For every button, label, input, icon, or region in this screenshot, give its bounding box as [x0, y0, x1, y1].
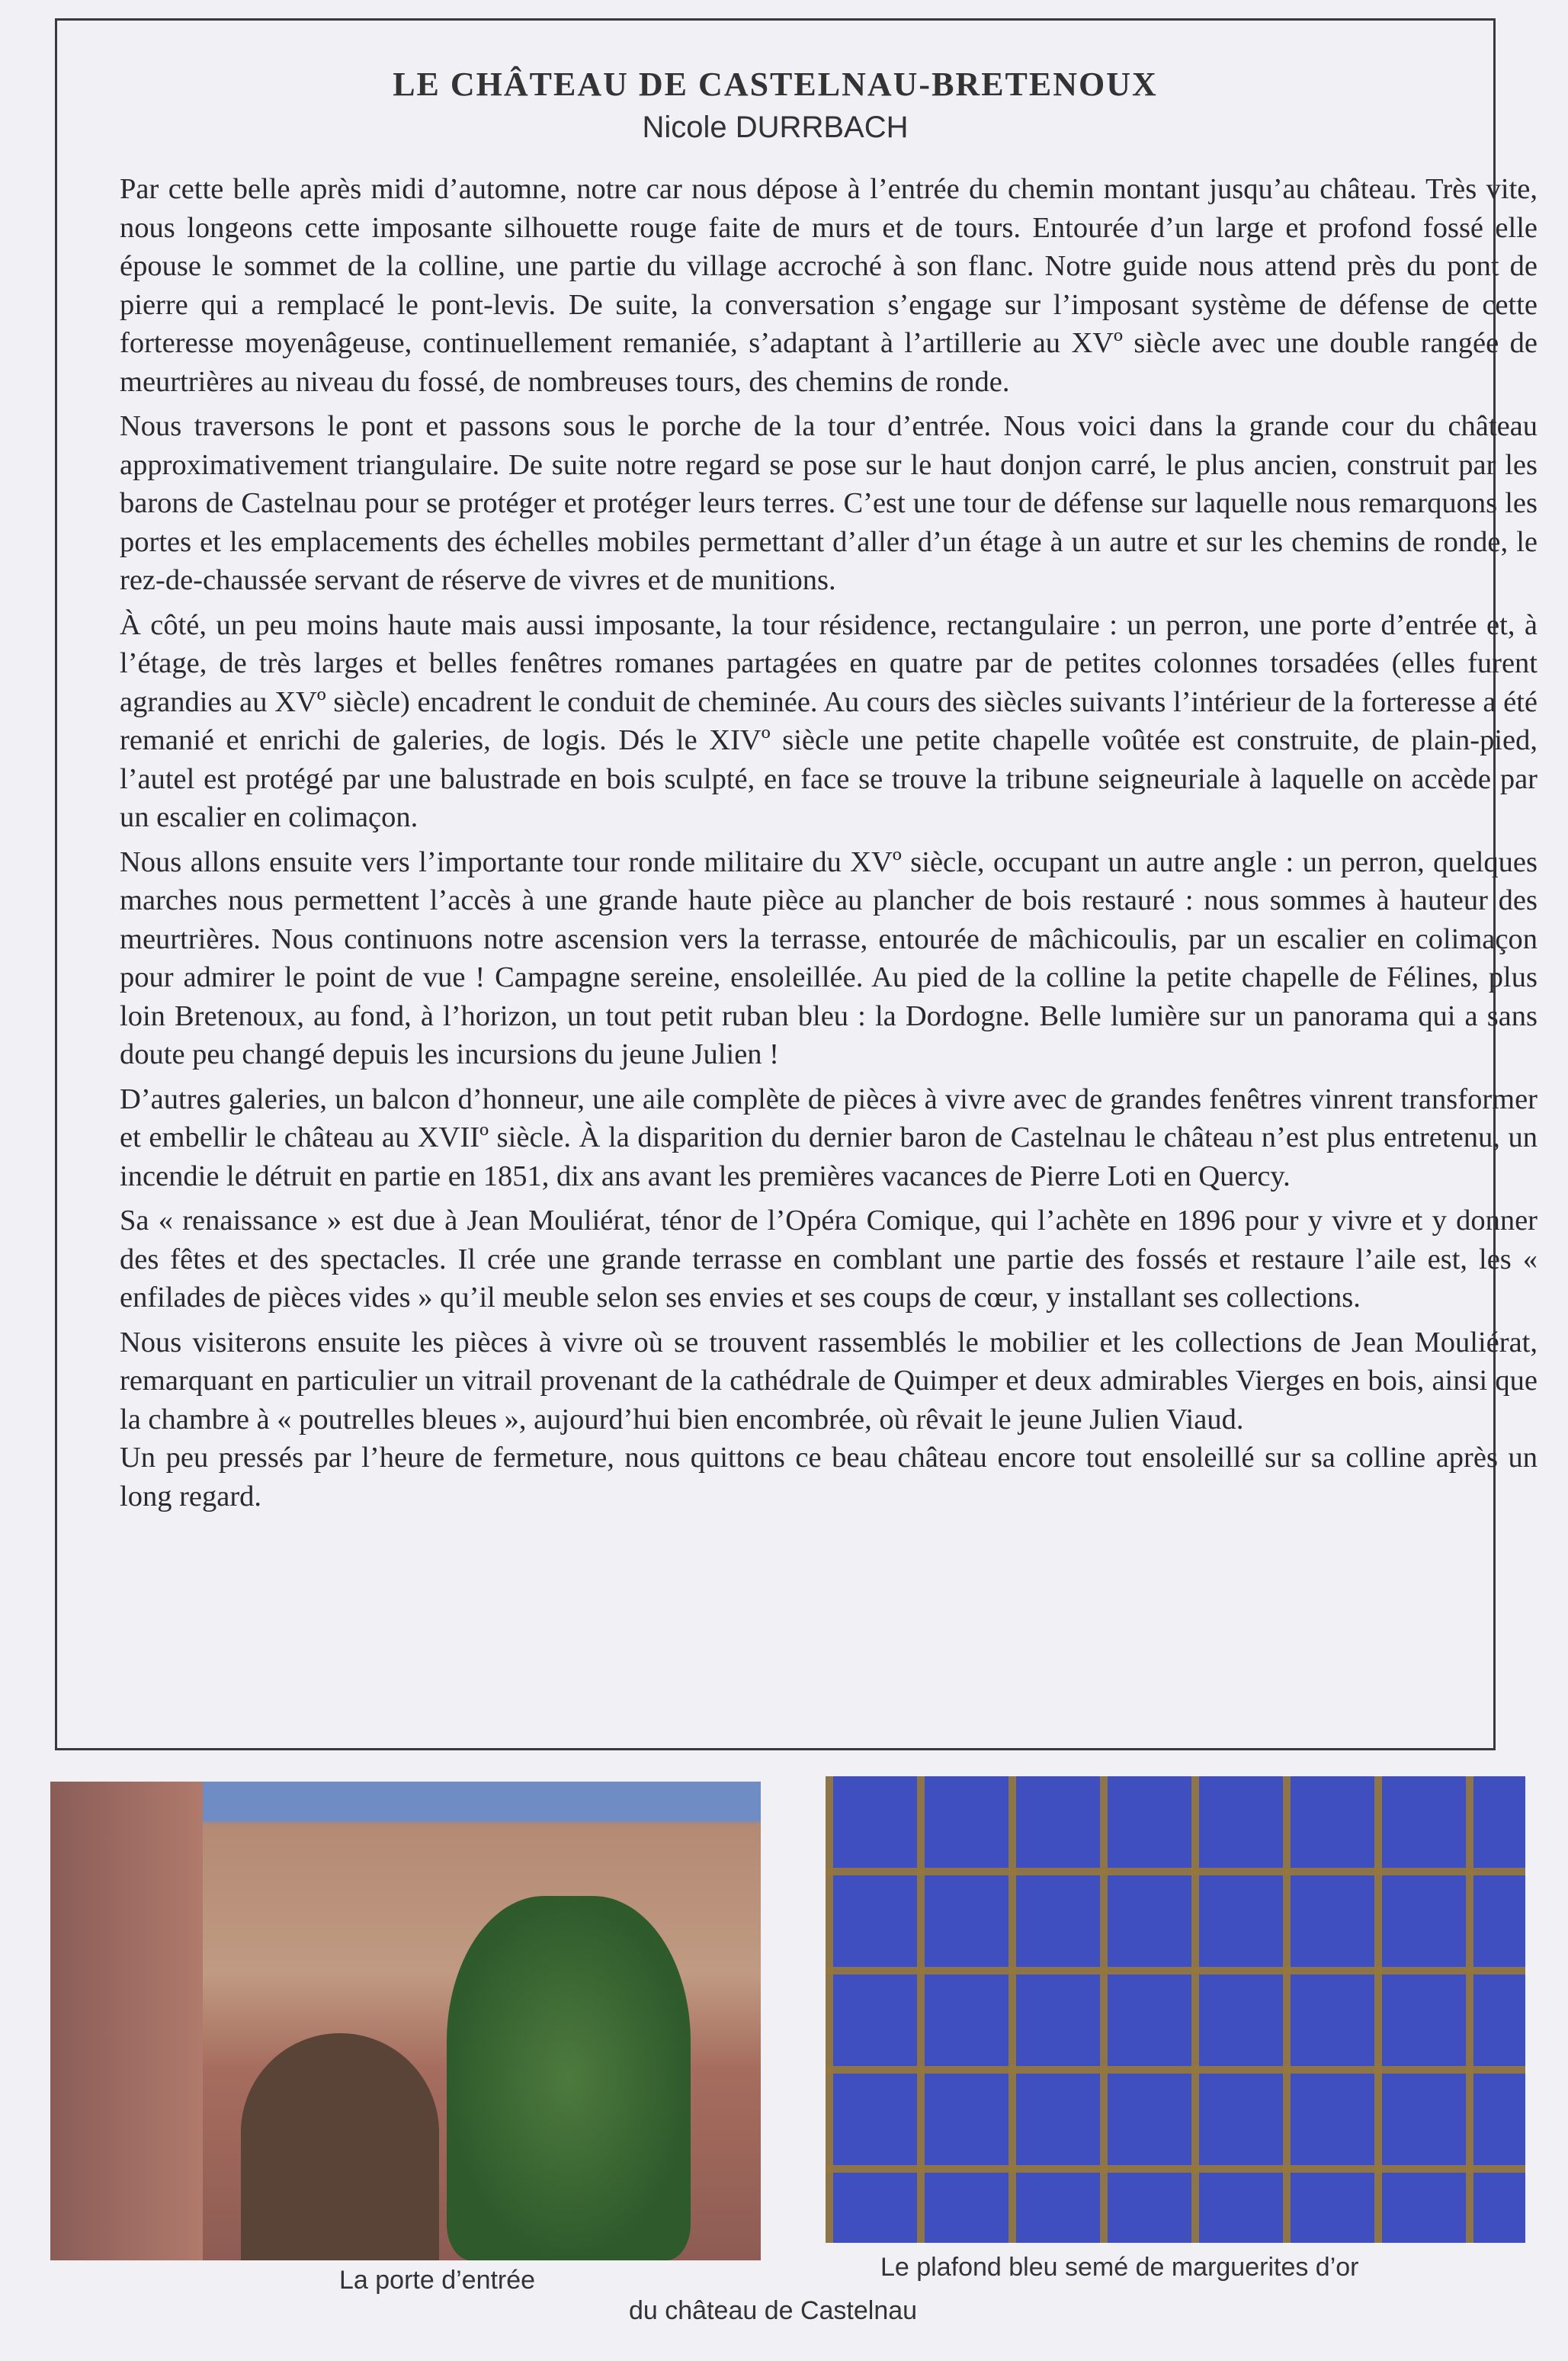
paragraph: À côté, un peu moins haute mais aussi imposante, la tour résidence, rectangulaire : un perron, une porte d’entrée et, à l’étage, de très larges et belles fenêtres romanes partagées en quatre par de petites colonnes torsadées (elles furent agrandies au XVº siècle) encadrent le conduit de cheminée. Au cours des siècles suivants l’intérieur de la forteresse a été remanié et enrichi de galeries, de logis. Dés le XIVº siècle une petite chapelle voûtée est construite, de plain-pied, l’autel est protégé par une balustrade en bois sculpté, en face se trouve la tribune seigneuriale à laquelle on accède par un escalier en colimaçon.	[120, 608, 1538, 833]
paragraph: Par cette belle après midi d’automne, notre car nous dépose à l’entrée du chemin montant jusqu’au château. Très vite, nous longeons cette imposante silhouette rouge faite de murs et de tours. Entourée d’un large et profond fossé elle épouse le sommet de la colline, une partie du village accroché à son flanc. Notre guide nous attend près du pont de pierre qui a remplacé le pont-levis. De suite, la conversation s’engage sur l’imposant système de défense de cette forteresse moyenâgeuse, continuellement remaniée, s’adaptant à l’artillerie au XVº siècle avec une double rangée de meurtrières au niveau du fossé, de nombreuses tours, des chemins de ronde.	[120, 173, 1538, 398]
article-title: LE CHÂTEAU DE CASTELNAU-BRETENOUX	[393, 66, 1158, 103]
article-author: Nicole DURRBACH	[642, 111, 909, 144]
paragraph: Sa « renaissance » est due à Jean Mouliérat, ténor de l’Opéra Comique, qui l’achète en 1896 pour y vivre et y donner des fêtes et des spectacles. Il crée une grande terrasse en comblant une partie des fossés et restaure l’aile est, les « enfilades de pièces vides » qu’il meuble selon ses envies et ses coups de cœur, y installant ses collections.	[120, 1205, 1538, 1314]
caption-left: La porte d’entrée	[339, 2266, 536, 2295]
photo-blue-ceiling	[826, 1776, 1525, 2243]
article-body	[120, 170, 1538, 1522]
paragraph: Nous visiterons ensuite les pièces à vivre où se trouvent rassemblés le mobilier et les collections de Jean Mouliérat, remarquant en particulier un vitrail provenant de la cathédrale de Quimper et deux admirables Vierges en bois, ainsi que la chambre à « poutrelles bleues », aujourd’hui bien encombrée, où rêvait le jeune Julien Viaud. Un peu pressés par l’heure de fermeture, nous quittons ce beau château encore tout ensoleillé sur sa colline après un long regard.	[120, 1326, 1538, 1513]
paragraph: Nous allons ensuite vers l’importante tour ronde militaire du XVº siècle, occupant un autre angle : un perron, quelques marches nous permettent l’accès à une grande haute pièce au plancher de bois restauré : nous sommes à hauteur des meurtrières. Nous continuons notre ascension vers la terrasse, entourée de mâchicoulis, par un escalier en colimaçon pour admirer le point de vue ! Campagne sereine, ensoleillée. Au pied de la colline la petite chapelle de Félines, plus loin Bretenoux, au fond, à l’horizon, un tout petit ruban bleu : la Dordogne. Belle lumière sur un panorama qui a sans doute peu changé depuis les incursions du jeune Julien !	[120, 845, 1538, 1070]
photo-entrance-gate	[50, 1782, 761, 2260]
photo-tree	[447, 1896, 691, 2260]
paragraph: D’autres galeries, un balcon d’honneur, une aile complète de pièces à vivre avec de grandes fenêtres vinrent transformer et embellir le château au XVIIº siècle. À la disparition du dernier baron de Castelnau le château n’est plus entretenu, un incendie le détruit en partie en 1851, dix ans avant les premières vacances de Pierre Loti en Quercy.	[120, 1083, 1538, 1192]
photo-archway	[241, 2033, 439, 2260]
ceiling-grid	[826, 1776, 1525, 2243]
photo-wall	[50, 1782, 203, 2260]
paragraph: Nous traversons le pont et passons sous le porche de la tour d’entrée. Nous voici dans la grande cour du château approximativement triangulaire. De suite notre regard se pose sur le haut donjon carré, le plus ancien, construit par les barons de Castelnau pour se protéger et protéger leurs terres. C’est une tour de défense sur laquelle nous remarquons les portes et les emplacements des échelles mobiles permettant d’aller d’un étage à un autre et sur les chemins de ronde, le rez-de-chaussée servant de réserve de vivres et de munitions.	[120, 410, 1538, 596]
caption-shared: du château de Castelnau	[629, 2296, 918, 2325]
caption-right: Le plafond bleu semé de marguerites d’or	[880, 2253, 1359, 2282]
article-frame	[55, 18, 1538, 1750]
